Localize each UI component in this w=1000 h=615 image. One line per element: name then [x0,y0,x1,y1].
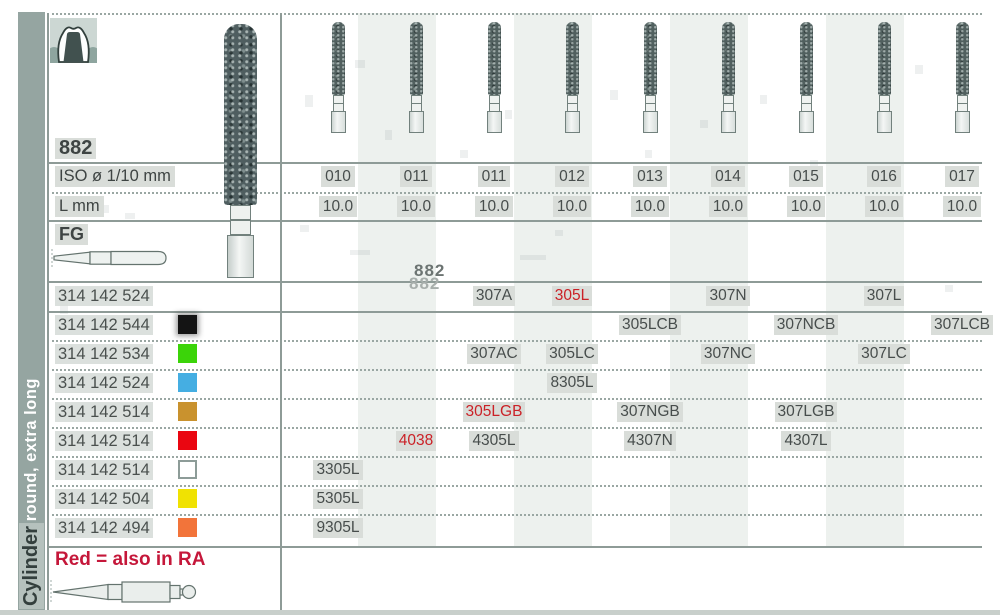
bur-head-icon [488,22,501,95]
product-code: 307L [845,286,923,306]
order-number: 314 142 534 [55,344,185,364]
shank-type-label: FG [55,224,88,245]
subcategory-label: round, extra long [22,378,40,522]
product-code: 307NGB [611,402,689,422]
length-row-label: L mm [55,196,104,217]
bur-neck-icon [801,95,812,103]
bur-figure [719,22,737,133]
product-code: 307LGB [767,402,845,422]
bur-head-icon [722,22,735,95]
fg-bur-profile-icon [50,247,174,269]
bur-figure [563,22,581,133]
bur-head-icon [644,22,657,95]
red-note: Red = also in RA [55,549,206,570]
grid-line-dotted [47,340,982,342]
grid-line-dotted [47,427,982,429]
bur-head-icon [878,22,891,95]
bur-figure [485,22,503,133]
grid-line [47,162,982,164]
product-code: 4307L [767,431,845,451]
bur-neck-icon [879,95,890,103]
bur-figure [875,22,893,133]
order-number: 314 142 514 [55,460,185,480]
category-label-wrap [13,518,50,615]
product-code: 5305L [299,489,377,509]
bur-neck-icon [957,103,968,111]
bur-figure [329,22,347,133]
product-code: 307NC [689,344,767,364]
grit-swatch-yellow [178,489,197,508]
bur-figure [797,22,815,133]
grid-line-vertical [280,13,282,610]
bur-figure [641,22,659,133]
product-code: 9305L [299,518,377,538]
bur-neck-icon [723,95,734,103]
scan-speck [350,250,370,255]
grid-line-dotted [47,456,982,458]
product-code: 8305L [533,373,611,393]
bur-neck-icon [411,95,422,103]
scan-speck [760,95,767,104]
scan-speck [505,110,512,119]
ghost-figure-number: 882 [409,274,441,293]
iso-value: 017 [923,165,1000,189]
length-value: 10.0 [455,195,533,219]
bur-shank-icon [487,111,502,133]
bur-neck-icon [567,95,578,103]
product-code: 307LCB [923,315,1000,335]
ghost-figure-number: 882 [414,261,446,280]
grit-swatch-red [178,431,197,450]
bur-neck-icon [333,95,344,103]
bur-neck-icon [567,103,578,111]
grid-line-dotted [47,398,982,400]
bur-shank-icon [331,111,346,133]
order-number: 314 142 514 [55,402,185,422]
bur-neck-icon [489,103,500,111]
product-code: 307LC [845,344,923,364]
bur-neck-icon [645,95,656,103]
length-value: 10.0 [611,195,689,219]
grit-swatch-orange [178,518,197,537]
bur-neck-icon [879,103,890,111]
product-code: 307N [689,286,767,306]
order-number: 314 142 504 [55,489,185,509]
scan-speck [645,150,652,158]
iso-value: 016 [845,165,923,189]
length-value: 10.0 [767,195,845,219]
bur-shank-icon [955,111,970,133]
figure-number: 882 [55,137,96,160]
iso-value: 014 [689,165,767,189]
grid-line [47,281,982,283]
scan-speck [355,60,365,68]
product-code: 4307N [611,431,689,451]
length-value: 10.0 [689,195,767,219]
bur-shank-icon [877,111,892,133]
length-value: 10.0 [533,195,611,219]
order-number: 314 142 524 [55,286,185,306]
scan-speck [385,130,392,140]
category-label: Cylinder [19,523,44,609]
iso-value: 013 [611,165,689,189]
product-code: 307NCB [767,315,845,335]
order-number: 314 142 494 [55,518,185,538]
product-code: 305L [533,286,611,306]
iso-row-label: ISO ø 1/10 mm [55,166,175,187]
grit-swatch-green [178,344,197,363]
grid-line [47,546,982,548]
iso-value: 011 [377,165,455,189]
ra-bur-profile-icon [48,576,200,608]
iso-value: 012 [533,165,611,189]
scan-speck [945,285,953,292]
grid-line-dotted [47,13,982,15]
bur-head-icon [410,22,423,95]
length-value: 10.0 [377,195,455,219]
bur-neck-icon [333,103,344,111]
bur-shank-icon [799,111,814,133]
product-code: 4038 [377,431,455,451]
grid-line-dotted [47,192,982,194]
bur-neck-icon [723,103,734,111]
bur-neck-icon [489,95,500,103]
crown-prep-icon [50,18,97,63]
order-number: 314 142 514 [55,431,185,451]
product-code: 307A [455,286,533,306]
length-value: 10.0 [299,195,377,219]
product-code: 305LC [533,344,611,364]
iso-value: 015 [767,165,845,189]
bur-shank-icon [721,111,736,133]
product-photo-shank [227,235,254,278]
product-photo-neck [230,205,251,220]
grit-swatch-gold [178,402,197,421]
bur-figure [953,22,971,133]
product-code: 4305L [455,431,533,451]
bur-shank-icon [565,111,580,133]
scan-speck [305,95,313,107]
product-photo-neck [230,220,251,235]
page-edge [0,610,1000,615]
bur-shank-icon [409,111,424,133]
bur-head-icon [566,22,579,95]
grid-line-dotted [47,485,982,487]
order-number: 314 142 524 [55,373,185,393]
product-photo-head [224,24,257,205]
bur-neck-icon [411,103,422,111]
product-code: 3305L [299,460,377,480]
length-value: 10.0 [845,195,923,219]
scan-speck [915,65,923,74]
grid-line [47,220,982,222]
grid-line-dotted [47,514,982,516]
product-code: 305LGB [455,402,533,422]
bur-figure [407,22,425,133]
product-code: 305LCB [611,315,689,335]
grid-line [47,311,982,313]
bur-shank-icon [643,111,658,133]
scan-speck [520,255,546,260]
iso-value: 011 [455,165,533,189]
scan-speck [700,120,708,128]
order-number: 314 142 544 [55,315,185,335]
bur-head-icon [956,22,969,95]
length-value: 10.0 [923,195,1000,219]
grit-swatch-blue [178,373,197,392]
iso-value: 010 [299,165,377,189]
bur-head-icon [800,22,813,95]
scan-speck [300,225,309,232]
scan-speck [460,150,468,158]
grid-line-dotted [47,369,982,371]
scan-speck [125,213,135,219]
bur-neck-icon [801,103,812,111]
bur-neck-icon [645,103,656,111]
grit-swatch-black [178,315,197,334]
bur-head-icon [332,22,345,95]
grit-swatch-white [178,460,197,479]
scan-speck [555,230,563,236]
scan-speck [610,90,618,100]
bur-neck-icon [957,95,968,103]
product-code: 307AC [455,344,533,364]
